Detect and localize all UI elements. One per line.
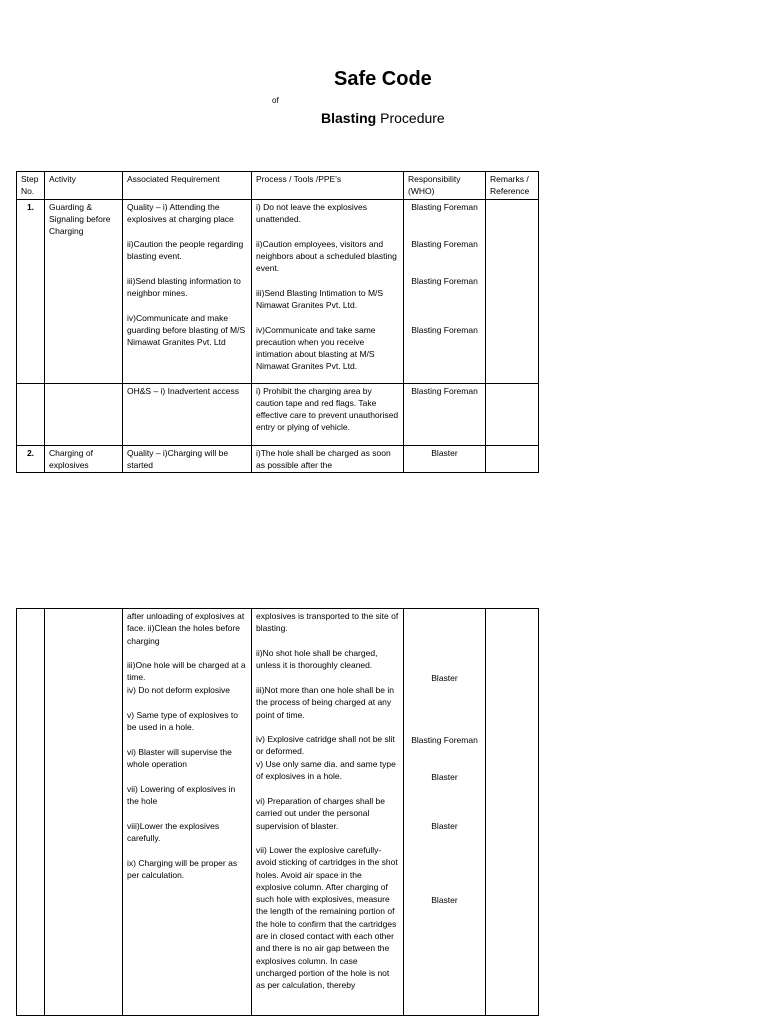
requirement-item: iv)Communicate and make guarding before blasting of M/S Nimawat Granites Pvt. Ltd [127, 312, 246, 348]
responsibility-item: Blaster [431, 772, 458, 782]
process-cell: i)The hole shall be charged as soon as possible after the [252, 445, 404, 473]
step-number: 1. [17, 199, 45, 383]
requirement-item: ix) Charging will be proper as per calculation. [127, 858, 238, 881]
requirement-item: viii)Lower the explosives carefully. [127, 821, 220, 844]
table-row [17, 445, 539, 473]
responsibility-spacer [408, 610, 481, 672]
requirement-cell: OH&S – i) Inadvertent access [123, 383, 252, 445]
document-title-block [0, 0, 768, 140]
header-process: Process / Tools /PPE's [252, 172, 404, 200]
responsibility-cell: Blaster [404, 445, 486, 473]
process-item: explosives is transported to the site of blasting. [256, 611, 399, 634]
responsibility-item: Blasting Foreman [411, 735, 478, 745]
requirement-item: ii)Caution the people regarding blasting event. [127, 238, 244, 261]
requirement-cell [123, 199, 252, 383]
process-item: vi) Preparation of charges shall be carried out under the personal supervision of blaster. [256, 796, 385, 831]
requirement-item: vi) Blaster will supervise the whole operation [127, 747, 232, 770]
procedure-table-part-1 [16, 171, 539, 473]
responsibility-item: Blaster [431, 821, 458, 831]
requirement-item: v) Same type of explosives to be used in a hole. [127, 710, 239, 733]
requirement-item: iv) Do not deform explosive [127, 685, 230, 695]
responsibility-item: Blasting Foreman [411, 275, 478, 286]
remarks-cell [486, 609, 539, 1016]
responsibility-item: Blaster [431, 673, 458, 683]
process-item: i) Do not leave the explosives unattended. [256, 201, 368, 224]
remarks-cell [486, 383, 539, 445]
activity-cell: Guarding & Signaling before Charging [45, 199, 123, 383]
header-requirement: Associated Requirement [123, 172, 252, 200]
requirement-item: vii) Lowering of explosives in the hole [127, 784, 236, 807]
process-item: iii)Send Blasting Intimation to M/S Nimawat Granites Pvt. Ltd. [256, 287, 384, 310]
requirement-item: iii)Send blasting information to neighbor mines. [127, 275, 241, 298]
header-remarks: Remarks / Reference [486, 172, 539, 200]
subtitle-bold: Blasting [321, 110, 377, 126]
requirement-cell: Quality – i)Charging will be started [123, 445, 252, 473]
step-number [17, 609, 45, 1016]
requirement-cell [123, 609, 252, 1016]
requirement-item: Quality – i) Attending the explosives at charging place [127, 201, 234, 224]
process-item: ii)Caution employees, visitors and neighbors about a scheduled blasting event. [256, 238, 397, 274]
activity-cell [45, 383, 123, 445]
header-responsibility: Responsibility (WHO) [404, 172, 486, 200]
responsibility-cell [404, 199, 486, 383]
responsibility-cell [404, 609, 486, 1016]
table-row [17, 383, 539, 445]
process-item: v) Use only same dia. and same type of explosives in a hole. [256, 759, 396, 782]
table-row [17, 199, 539, 383]
requirement-item: after unloading of explosives at face. ii)Clean the holes before charging [127, 611, 245, 646]
process-item: ii)No shot hole shall be charged, unless it is thoroughly cleaned. [256, 648, 378, 671]
step-number [17, 383, 45, 445]
responsibility-item: Blaster [431, 895, 458, 905]
remarks-cell [486, 445, 539, 473]
of-text: of [272, 96, 279, 105]
document-title: Safe Code [334, 68, 432, 90]
process-item: vii) Lower the explosive carefully- avoid sticking of cartridges in the shot holes. Avoid air space in the explosive column. After charging of such hole with explosives, measure the length of the remaining portion of the hole to confirm that the cartridges are in closed contact with each other and there is no air gap between the explosives column. In case uncharged portion of the hole is not as per calculation, thereby [256, 845, 398, 991]
table-row [17, 609, 539, 1016]
process-item: iv)Communicate and take same precaution when you receive intimation about blasting at M/S Nimawat Granites Pvt. Ltd. [256, 324, 376, 372]
step-number: 2. [17, 445, 45, 473]
responsibility-item: Blasting Foreman [411, 238, 478, 249]
activity-cell [45, 609, 123, 1016]
procedure-table-part-2 [16, 608, 539, 1016]
process-item: iv) Explosive catridge shall not be slit or deformed. [256, 734, 395, 757]
requirement-item: iii)One hole will be charged at a time. [127, 660, 246, 683]
process-item: iii)Not more than one hole shall be in the process of being charged at any point of time. [256, 685, 394, 720]
remarks-cell [486, 199, 539, 383]
header-step: Step No. [17, 172, 45, 200]
activity-cell: Charging of explosives [45, 445, 123, 473]
responsibility-item: Blasting Foreman [411, 201, 478, 212]
process-cell [252, 199, 404, 383]
table-header-row [17, 172, 539, 200]
process-cell: i) Prohibit the charging area by caution tape and red flags. Take effective care to prevent unauthorised entry or plying of vehicle. [252, 383, 404, 445]
header-activity: Activity [45, 172, 123, 200]
responsibility-item: Blasting Foreman [411, 324, 478, 335]
subtitle-rest: Procedure [380, 110, 445, 126]
responsibility-cell: Blasting Foreman [404, 383, 486, 445]
process-cell [252, 609, 404, 1016]
document-subtitle [321, 110, 445, 126]
